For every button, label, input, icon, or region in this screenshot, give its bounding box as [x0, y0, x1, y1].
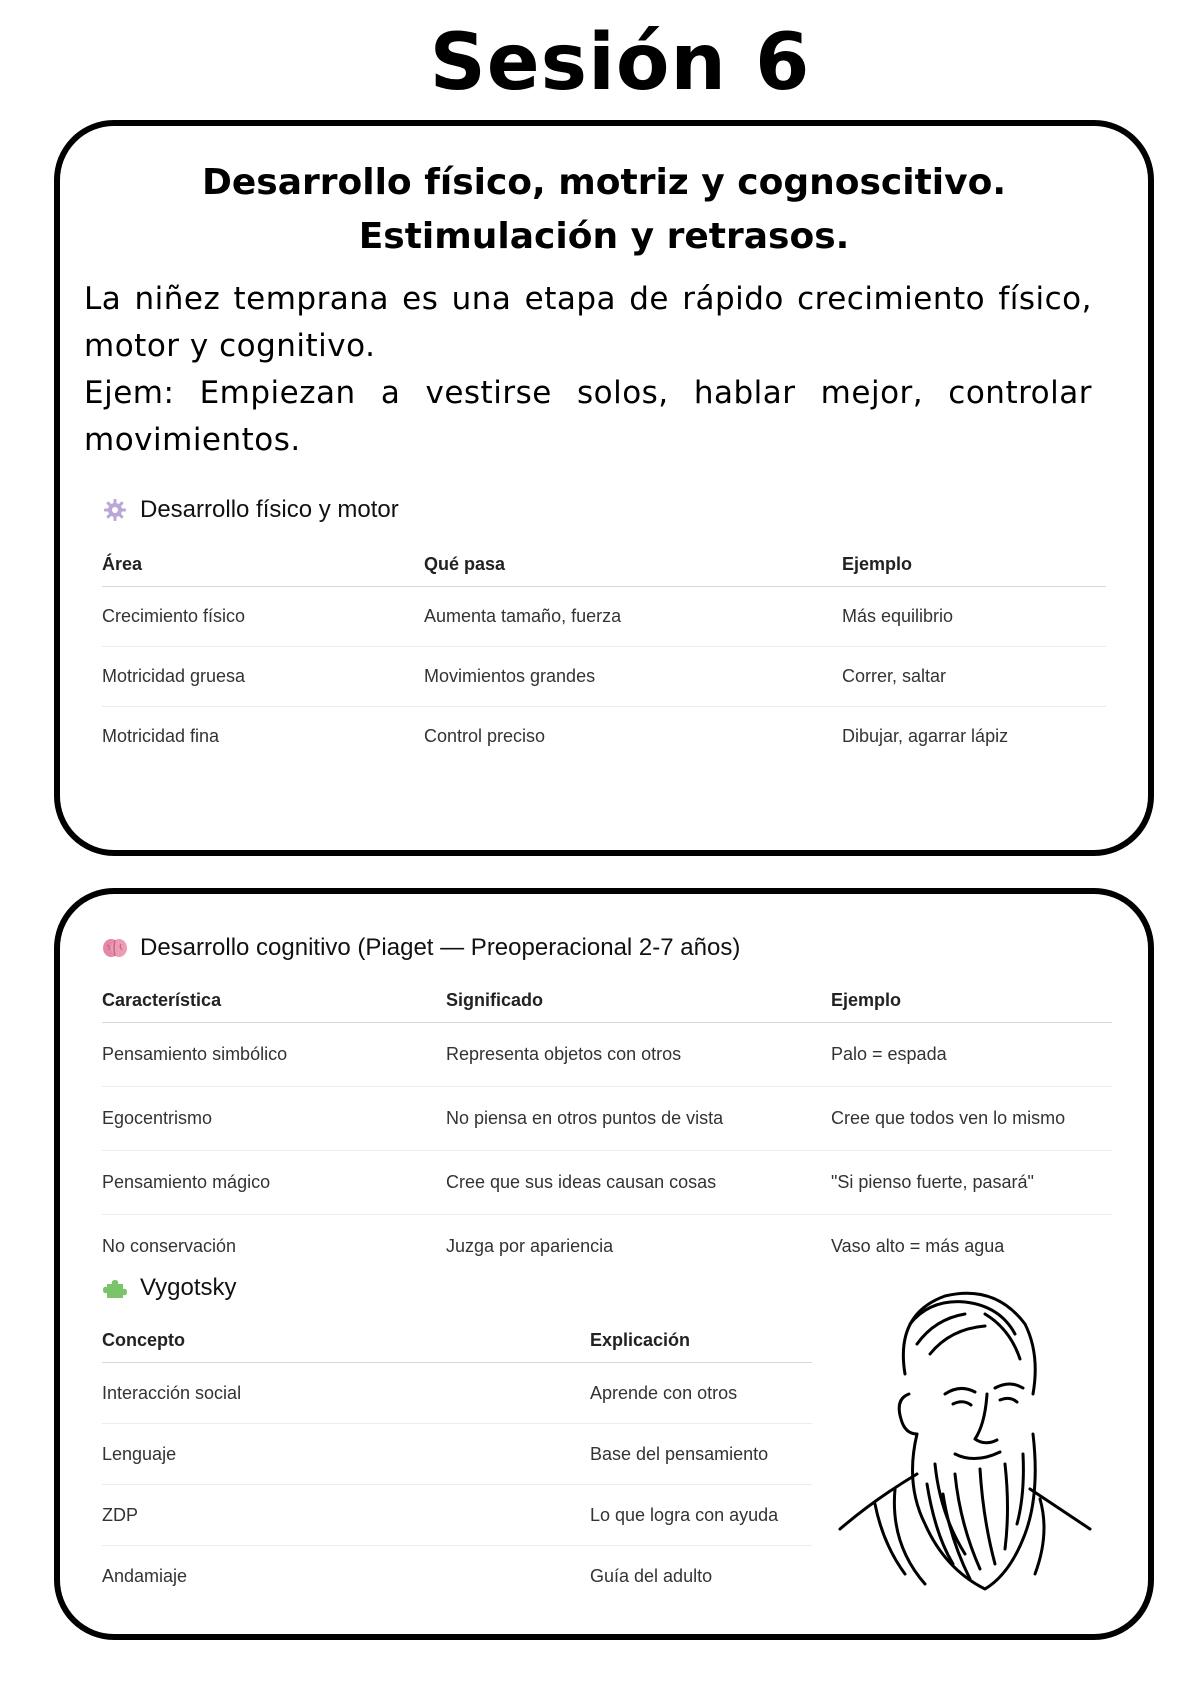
table-cell: Aprende con otros	[590, 1363, 812, 1424]
table-cell: Correr, saltar	[842, 647, 1106, 707]
table-cell: Motricidad fina	[102, 726, 220, 746]
column-header: Concepto	[102, 1318, 590, 1363]
cognitive-section-title	[102, 934, 740, 962]
physical-table	[102, 542, 1106, 766]
table-cell: Cree que sus ideas causan cosas	[446, 1151, 831, 1215]
table-header-row	[102, 1318, 812, 1363]
bearded-man-portrait	[835, 1284, 1097, 1598]
piaget-table	[102, 978, 1112, 1278]
table-cell: Movimientos grandes	[424, 647, 842, 707]
physical-development-card	[54, 120, 1154, 856]
table-cell: Vaso alto = más agua	[831, 1236, 1005, 1256]
table-cell: Crecimiento físico	[102, 587, 424, 647]
table-cell: Interacción social	[102, 1363, 590, 1424]
intro-paragraph-2: Ejem: Empiezan a vestirse solos, hablar mejor, controlar movimientos.	[84, 375, 1092, 458]
vygotsky-section-title-text: Vygotsky	[140, 1274, 237, 1301]
cognitive-section-title-text: Desarrollo cognitivo (Piaget — Preoperacional 2-7 años)	[140, 934, 741, 961]
intro-paragraph-1: La niñez temprana es una etapa de rápido crecimiento físico, motor y cognitivo.	[84, 281, 1092, 364]
column-header: Significado	[446, 978, 831, 1023]
table-row	[102, 647, 1106, 707]
table-cell: Representa objetos con otros	[446, 1023, 831, 1087]
brain-icon	[102, 935, 128, 961]
table-cell: Pensamiento mágico	[102, 1151, 446, 1215]
table-cell: Palo = espada	[831, 1023, 1112, 1087]
table-row	[102, 1215, 1112, 1279]
table-row	[102, 1151, 1112, 1215]
table-cell: Base del pensamiento	[590, 1424, 812, 1485]
table-row	[102, 1424, 812, 1485]
puzzle-icon	[102, 1275, 128, 1301]
physical-section-title-text: Desarrollo físico y motor	[140, 496, 399, 523]
gear-icon	[102, 497, 128, 523]
intro-text	[84, 276, 1092, 464]
table-row	[102, 1023, 1112, 1087]
column-header: Qué pasa	[424, 542, 842, 587]
column-header: Explicación	[590, 1318, 812, 1363]
vygotsky-section-title	[102, 1274, 236, 1302]
column-header: Ejemplo	[842, 542, 1106, 587]
table-cell: ZDP	[102, 1485, 590, 1546]
table-cell: No piensa en otros puntos de vista	[446, 1087, 831, 1151]
table-cell: Pensamiento simbólico	[102, 1023, 446, 1087]
table-cell: Motricidad gruesa	[102, 647, 424, 707]
table-header-row	[102, 978, 1112, 1023]
table-row	[102, 1363, 812, 1424]
table-cell: Dibujar, agarrar lápiz	[842, 726, 1009, 746]
table-row	[102, 587, 1106, 647]
page-title: Sesión 6	[429, 18, 811, 108]
card-heading-line1: Desarrollo físico, motriz y cognoscitivo.	[201, 162, 1007, 203]
physical-section-title	[102, 496, 399, 524]
table-cell: Aumenta tamaño, fuerza	[424, 587, 842, 647]
column-header: Característica	[102, 978, 446, 1023]
table-row	[102, 1087, 1112, 1151]
vygotsky-table	[102, 1318, 812, 1606]
table-row	[102, 1485, 812, 1546]
table-cell: Egocentrismo	[102, 1087, 446, 1151]
table-row	[102, 1546, 812, 1607]
table-header-row	[102, 542, 1106, 587]
table-cell: Lenguaje	[102, 1424, 590, 1485]
table-cell: Cree que todos ven lo mismo	[831, 1087, 1112, 1151]
table-cell: Control preciso	[424, 726, 546, 746]
table-cell: No conservación	[102, 1236, 237, 1256]
table-cell: Lo que logra con ayuda	[590, 1485, 812, 1546]
table-cell: Andamiaje	[102, 1565, 188, 1586]
column-header: Ejemplo	[831, 978, 1112, 1023]
table-cell: "Si pienso fuerte, pasará"	[831, 1151, 1112, 1215]
column-header: Área	[102, 542, 424, 587]
card-heading-line2: Estimulación y retrasos.	[358, 216, 850, 257]
table-cell: Guía del adulto	[590, 1565, 713, 1586]
table-cell: Juzga por apariencia	[446, 1236, 614, 1256]
table-cell: Más equilibrio	[842, 587, 1106, 647]
table-row	[102, 707, 1106, 767]
